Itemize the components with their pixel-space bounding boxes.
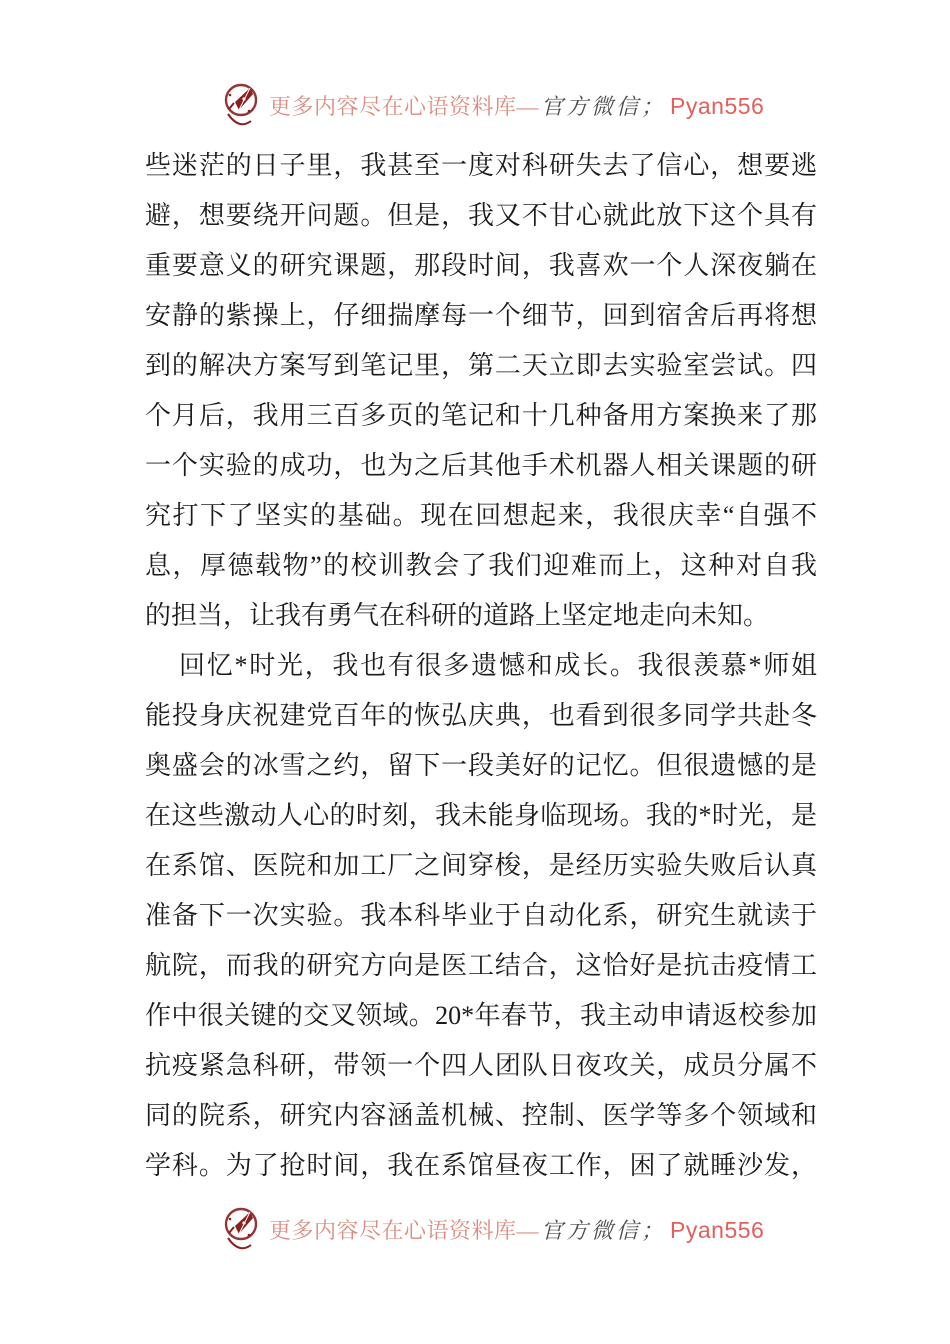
text-line: 的担当，让我有勇气在科研的道路上坚定地走向未知。 <box>145 601 770 630</box>
text-line: 作中很关键的交叉领域。20*年春节，我主动申请返校参加 <box>145 1001 817 1030</box>
header-watermark-text <box>269 90 764 121</box>
text-line: 抗疫紧急科研，带领一个四人团队日夜攻关，成员分属不 <box>145 1051 817 1080</box>
footer-watermark-text <box>269 1214 764 1245</box>
wechat-label: 官方微信； <box>541 93 667 119</box>
text-line: 息，厚德载物”的校训教会了我们迎难而上，这种对自我 <box>145 551 817 580</box>
text-line: 在这些激动人心的时刻，我未能身临现场。我的*时光，是 <box>145 801 817 830</box>
wechat-id: Pyan556 <box>670 1216 765 1243</box>
text-line: 在系馆、医院和加工厂之间穿梭，是经历实验失败后认真 <box>145 851 817 880</box>
brand-tagline: 更多内容尽在心语资料库— <box>269 93 540 119</box>
document-body <box>145 141 817 1191</box>
wechat-id: Pyan556 <box>670 92 765 119</box>
footer-watermark <box>222 1204 764 1254</box>
text-line: 学科。为了抢时间，我在系馆昼夜工作，困了就睡沙发， <box>145 1151 817 1180</box>
text-line: 重要意义的研究课题，那段时间，我喜欢一个人深夜躺在 <box>145 251 817 280</box>
brand-tagline: 更多内容尽在心语资料库— <box>269 1217 540 1243</box>
text-line: 同的院系，研究内容涵盖机械、控制、医学等多个领域和 <box>145 1101 817 1130</box>
pen-nib-swirl-icon <box>222 80 260 130</box>
text-line: 奥盛会的冰雪之约，留下一段美好的记忆。但很遗憾的是 <box>145 751 817 780</box>
text-line: 个月后，我用三百多页的笔记和十几种备用方案换来了那 <box>145 401 817 430</box>
text-line: 航院，而我的研究方向是医工结合，这恰好是抗击疫情工 <box>145 951 817 980</box>
text-line: 能投身庆祝建党百年的恢弘庆典，也看到很多同学共赴冬 <box>145 701 817 730</box>
text-line: 一个实验的成功，也为之后其他手术机器人相关课题的研 <box>145 451 817 480</box>
pen-nib-swirl-icon <box>222 1204 260 1254</box>
text-line: 回忆*时光，我也有很多遗憾和成长。我很羡慕*师姐 <box>179 651 817 680</box>
text-line: 到的解决方案写到笔记里，第二天立即去实验室尝试。四 <box>145 351 817 380</box>
text-line: 究打下了坚实的基础。现在回想起来，我很庆幸“自强不 <box>145 501 817 530</box>
text-line: 准备下一次实验。我本科毕业于自动化系，研究生就读于 <box>145 901 817 930</box>
wechat-label: 官方微信； <box>541 1217 667 1243</box>
text-line: 些迷茫的日子里，我甚至一度对科研失去了信心，想要逃 <box>145 151 817 180</box>
text-line: 安静的紫操上，仔细揣摩每一个细节，回到宿舍后再将想 <box>145 301 817 330</box>
header-watermark <box>222 80 764 130</box>
text-line: 避，想要绕开问题。但是，我又不甘心就此放下这个具有 <box>145 201 817 230</box>
